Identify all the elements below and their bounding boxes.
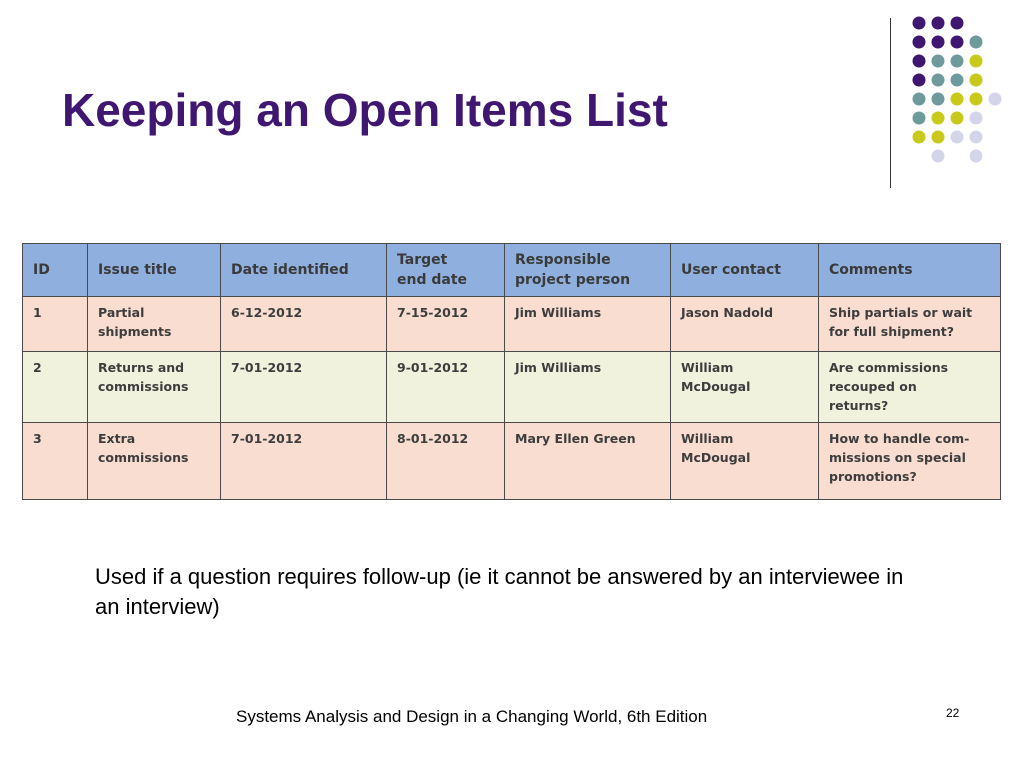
cell-date-identified: 7-01-2012 <box>221 352 387 423</box>
cell-id: 3 <box>23 423 88 500</box>
header-date-identified: Date identified <box>221 244 387 297</box>
decorative-dot <box>913 131 926 144</box>
decorative-dot <box>913 112 926 125</box>
cell-target-end-date: 7-15-2012 <box>387 297 505 352</box>
cell-user-contact: William McDougal <box>671 352 819 423</box>
cell-date-identified: 6-12-2012 <box>221 297 387 352</box>
decorative-dot <box>932 17 945 30</box>
decorative-dot <box>932 36 945 49</box>
decorative-dot <box>989 93 1002 106</box>
header-target-end-date: Target end date <box>387 244 505 297</box>
decorative-dot <box>970 93 983 106</box>
header-responsible-person: Responsible project person <box>505 244 671 297</box>
decorative-dot <box>970 36 983 49</box>
decorative-dot <box>913 36 926 49</box>
cell-id: 1 <box>23 297 88 352</box>
decorative-dot <box>932 131 945 144</box>
table-row <box>23 297 1001 352</box>
decorative-dot <box>913 93 926 106</box>
decorative-dot <box>913 74 926 87</box>
open-items-table <box>22 243 1001 500</box>
decorative-dot <box>970 55 983 68</box>
decorative-dot <box>951 17 964 30</box>
decorative-dot <box>913 55 926 68</box>
decorative-dot <box>951 55 964 68</box>
decorative-dot <box>932 150 945 163</box>
cell-issue-title: Partial shipments <box>88 297 221 352</box>
cell-user-contact: Jason Nadold <box>671 297 819 352</box>
decorative-dot <box>951 131 964 144</box>
decorative-dot <box>932 55 945 68</box>
decorative-dot <box>970 74 983 87</box>
cell-id: 2 <box>23 352 88 423</box>
decorative-dot <box>951 112 964 125</box>
table-row <box>23 423 1001 500</box>
decorative-dot <box>970 112 983 125</box>
decorative-dot <box>970 150 983 163</box>
header-id: ID <box>23 244 88 297</box>
decorative-dot <box>970 131 983 144</box>
table-header-row <box>23 244 1001 297</box>
slide-title: Keeping an Open Items List <box>62 84 668 136</box>
header-user-contact: User contact <box>671 244 819 297</box>
open-items-table-container <box>22 243 1000 499</box>
decorative-dot <box>932 74 945 87</box>
cell-responsible-person: Jim Williams <box>505 352 671 423</box>
page-number: 22 <box>946 706 960 720</box>
cell-user-contact: William McDougal <box>671 423 819 500</box>
decorative-dot <box>932 112 945 125</box>
cell-responsible-person: Jim Williams <box>505 297 671 352</box>
cell-date-identified: 7-01-2012 <box>221 423 387 500</box>
cell-target-end-date: 9-01-2012 <box>387 352 505 423</box>
cell-comments: Are commissions recouped on returns? <box>819 352 1001 423</box>
vertical-divider <box>890 18 891 188</box>
header-comments: Comments <box>819 244 1001 297</box>
cell-issue-title: Returns and commissions <box>88 352 221 423</box>
decorative-dot <box>951 74 964 87</box>
table-row <box>23 352 1001 423</box>
cell-comments: How to handle com- missions on special promotions? <box>819 423 1001 500</box>
cell-issue-title: Extra commissions <box>88 423 221 500</box>
cell-responsible-person: Mary Ellen Green <box>505 423 671 500</box>
decorative-dot <box>951 36 964 49</box>
cell-comments: Ship partials or wait for full shipment? <box>819 297 1001 352</box>
cell-target-end-date: 8-01-2012 <box>387 423 505 500</box>
decorative-dot <box>951 93 964 106</box>
follow-up-note: Used if a question requires follow-up (ie it cannot be answered by an interviewee in an interview) <box>95 564 904 619</box>
slide-footer: Systems Analysis and Design in a Changing World, 6th Edition <box>236 707 708 726</box>
header-issue-title: Issue title <box>88 244 221 297</box>
decorative-dot <box>932 93 945 106</box>
decorative-dot <box>913 17 926 30</box>
